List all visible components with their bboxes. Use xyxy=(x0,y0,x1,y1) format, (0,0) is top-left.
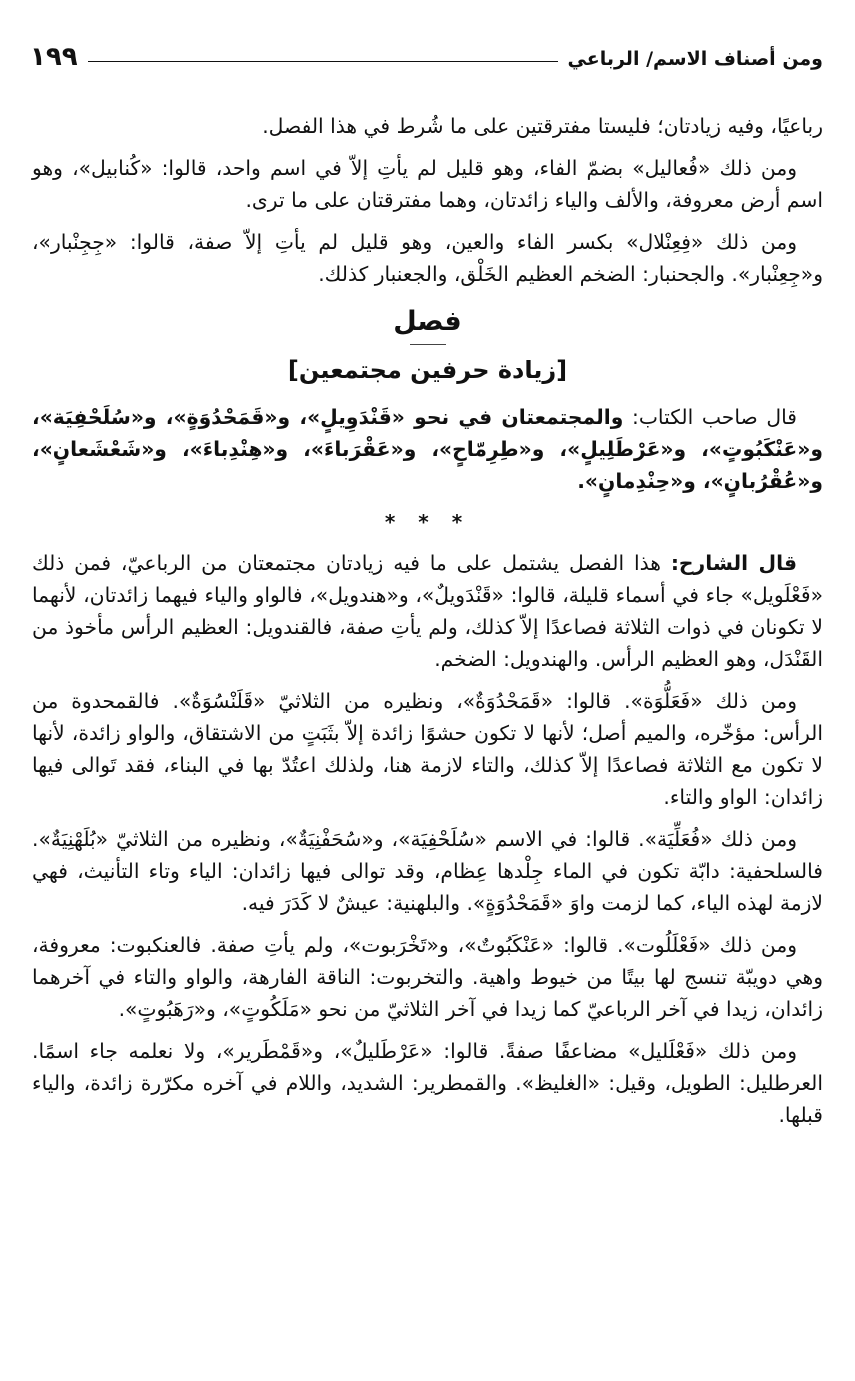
sharh-paragraph-3: ومن ذلك «فُعَلِّيَة». قالوا: في الاسم «سُلَحْفِيَة»، و«سُحَفْنِيَةٌ»، ونظيره من الثلاثيّ «بُلَهْنِيَةٌ». فالسلحفية: دابّة تكون في الماء جِلْدها عِظام، وقد توالى فيها زائدان: الياء وتاء التأنيث، فهي لازمة لهذه الياء، كما لزمت واوَ «قَمَحْدُوَةٍ». والبلهنية: عيشٌ لا كَدَرَ فيه. xyxy=(32,827,823,915)
heading-rule xyxy=(410,344,446,345)
intro-paragraph-1: رباعيًا، وفيه زيادتان؛ فليستا مفترقتين على ما شُرط في هذا الفصل. xyxy=(262,114,823,138)
chapter-subheading: [زيادة حرفين مجتمعين] xyxy=(287,356,568,384)
matn-paragraph xyxy=(32,401,823,497)
sharh-paragraph-5: ومن ذلك «فَعْلَليل» مضاعفًا صفةً. قالوا: «عَرْطَليلٌ»، و«قَمْطَرير»، ولا نعلمه جاء اسمًا. العرطليل: الطويل، وقيل: «الغليظ». والقمطرير: الشديد، واللام في آخره مكرّرة زائدة، والياء قبلها. xyxy=(32,1039,823,1127)
section-title: ومن أصناف الاسم/ الرباعي xyxy=(567,48,823,70)
page-number: ١٩٩ xyxy=(30,42,78,72)
section-separator: * * * xyxy=(384,510,471,534)
sharh-paragraph-4: ومن ذلك «فَعْلَلُوت». قالوا: «عَنْكَبُوتٌ»، و«تَخْرَبوت»، ولم يأتِ صفة. فالعنكبوت: معروفة، وهي دويبّة تنسج لها بيتًا من خيوط واهية. والتخربوت: الناقة الفارهة، والواو والتاء في آخرهما زائدان، زيدا في آخر الرباعيّ كما زيدا في آخر الثلاثيّ من نحو «مَلَكُوتٍ»، و«رَهَبُوتٍ». xyxy=(32,933,823,1021)
chapter-heading: فصل xyxy=(393,306,462,337)
header-rule xyxy=(88,61,558,62)
matn-text: والمجتمعتان في نحو «قَنْدَوِيلٍ»، و«قَمَحْدُوَةٍ»، و«سُلَحْفِيَة»، و«عَنْكَبُوتٍ»، و«عَرْطَلِيلٍ»، و«طِرِمّاحٍ»، و«عَقْرَباءَ»، و«هِنْدِباءَ»، و«شَعْشَعانٍ»، و«عُقْرُبانٍ»، و«حِنْدِمانٍ». xyxy=(32,405,823,493)
sharh-paragraph-2: ومن ذلك «فَعَلُّوَة». قالوا: «قَمَحْدُوَةٌ»، ونظيره من الثلاثيّ «قَلَنْسُوَةٌ». فالقمحدوة من الرأس: مؤخّره، والميم أصل؛ لأنها لا تكون حشوًا زائدة إلاّ بثَبَتٍ من الاشتقاق، والواو زائدة، لأنها لا تكون مع الثلاثة فصاعدًا إلاّ كذلك، والتاء لازمة هنا، ولذلك اعتُدّ بها في البناء، فقد تَوالى فيها زائدان: الواو والتاء. xyxy=(32,689,823,809)
intro-paragraph-3: ومن ذلك «فِعِنْلال» بكسر الفاء والعين، وهو قليل لم يأتِ إلاّ صفة، قالوا: «جِجِنْبار»، و«جِعِنْبار». والجحنبار: الضخم العظيم الخَلْق، والجعنبار كذلك. xyxy=(32,230,823,286)
running-header xyxy=(30,40,823,76)
matn-lead: قال صاحب الكتاب: xyxy=(631,405,797,429)
intro-paragraph-2: ومن ذلك «فُعاليل» بضمّ الفاء، وهو قليل لم يأتِ إلاّ في اسم واحد، قالوا: «كُنابيل»، وهو اسم أرض معروفة، والألف والياء زائدتان، وهما مفترقتان على ما ترى. xyxy=(32,156,823,212)
sharh-text-1: هذا الفصل يشتمل على ما فيه زيادتان مجتمعتان من الرباعيّ، فمن ذلك «فَعْلَويل» جاء في أسماء قليلة، قالوا: «قَنْدَويلٌ»، و«هندويل»، فالواو والياء فيهما زائدتان، لأنهما لا تكونان في ذوات الثلاثة فصاعدًا إلاّ كذلك، ولم يأتِ صفة، فالقندويل: العظيم الرأس مأخوذ من القَنْدَل، وهو العظيم الرأس. والهندويل: الضخم. xyxy=(32,551,823,671)
sharh-paragraph-1 xyxy=(32,547,823,675)
page-body xyxy=(32,110,823,1141)
sharh-lead: قال الشارح: xyxy=(670,551,798,575)
